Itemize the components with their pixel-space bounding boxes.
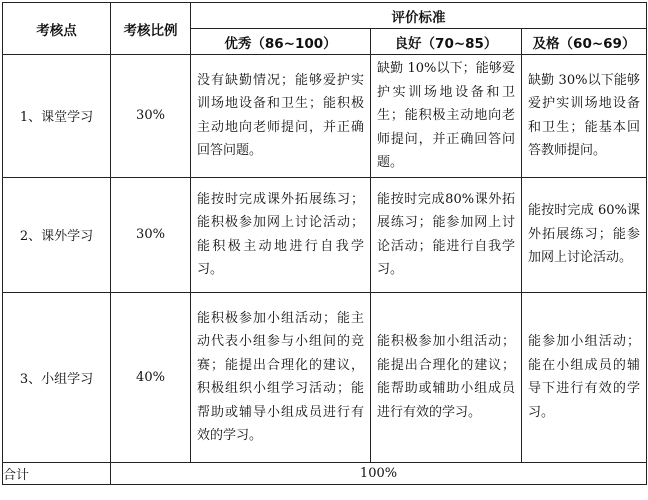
- row-pass-cell: [522, 55, 647, 178]
- row-pass-cell: [522, 292, 647, 462]
- header-ratio: 考核比例: [111, 3, 191, 55]
- header-level-pass: 及格（60~69）: [522, 29, 647, 55]
- row-good-cell: [371, 177, 522, 292]
- row-good: 能按时完成80%课外拓展练习；能参加网上讨论活动；能进行自我学习。: [377, 191, 515, 277]
- header-standard: 评价标准: [191, 3, 647, 29]
- total-label: 合计: [3, 462, 111, 484]
- row-good-cell: [371, 292, 522, 462]
- table-row: [3, 292, 647, 462]
- row-point: 1、课堂学习: [3, 55, 111, 178]
- header-level-excellent: 优秀（86~100）: [191, 29, 371, 55]
- row-good-cell: [371, 55, 522, 178]
- total-row: [3, 462, 647, 484]
- row-excellent-cell: [191, 292, 371, 462]
- table-row: [3, 177, 647, 292]
- evaluation-table: [2, 2, 647, 485]
- row-point: 2、课外学习: [3, 177, 111, 292]
- header-point: 考核点: [3, 3, 111, 55]
- row-pass: 能按时完成 60%课外拓展练习；能参加网上讨论活动。: [528, 203, 641, 266]
- row-excellent: 能按时完成课外拓展练习；能积极参加网上讨论活动；能积极主动地进行自我学习。: [197, 191, 364, 277]
- row-good: 缺勤 10%以下；能够爱护实训场地设备和卫生；能积极主动地向老师提问，并正确回答问题。: [377, 61, 515, 170]
- header-level-good: 良好（70~85）: [371, 29, 522, 55]
- row-ratio: 30%: [111, 177, 191, 292]
- row-excellent-cell: [191, 177, 371, 292]
- total-value: 100%: [111, 462, 647, 484]
- row-pass-cell: [522, 177, 647, 292]
- row-ratio: 30%: [111, 55, 191, 178]
- row-point: 3、小组学习: [3, 292, 111, 462]
- table-row: [3, 55, 647, 178]
- row-pass: 能参加小组活动；能在小组成员的辅导下进行有效的学习。: [528, 334, 641, 420]
- row-excellent: 能积极参加小组活动；能主动代表小组参与小组间的竞赛；能提出合理化的建议，积极组织小组学习活动；能帮助或辅导小组成员进行有效的学习。: [197, 310, 364, 443]
- row-pass: 缺勤 30%以下能够爱护实训场地设备和卫生；能基本回答教师提问。: [528, 72, 641, 159]
- row-excellent: 没有缺勤情况；能够爱护实训场地设备和卫生；能积极主动地向老师提问，并正确回答问题。: [197, 72, 364, 159]
- row-good: 能积极参加小组活动；能提出合理化的建议；能帮助或辅助小组成员进行有效的学习。: [377, 334, 515, 420]
- row-excellent-cell: [191, 55, 371, 178]
- row-ratio: 40%: [111, 292, 191, 462]
